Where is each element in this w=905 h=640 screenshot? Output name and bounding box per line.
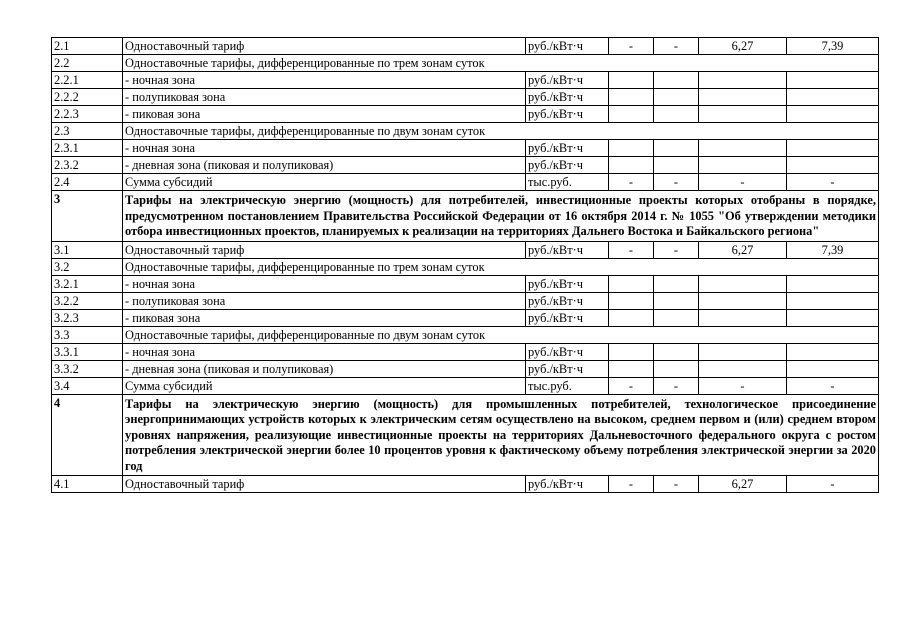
value-cell-2 [654, 106, 699, 123]
table-row [52, 309, 879, 326]
tariff-name: - дневная зона (пиковая и полупиковая) [123, 157, 526, 174]
row-number: 2.3.1 [52, 140, 123, 157]
row-number: 3.2.1 [52, 275, 123, 292]
value-cell-4 [787, 360, 879, 377]
tariff-name: - пиковая зона [123, 309, 526, 326]
row-number: 3.2.2 [52, 292, 123, 309]
table-row [52, 72, 879, 89]
row-number: 3.3 [52, 326, 123, 343]
value-cell-4 [787, 292, 879, 309]
tariff-name: - полупиковая зона [123, 292, 526, 309]
value-cell-3: 6,27 [699, 38, 787, 55]
value-cell-4 [787, 72, 879, 89]
row-number: 3.3.1 [52, 343, 123, 360]
value-cell-1: - [609, 476, 654, 493]
unit-cell: тыс.руб. [526, 377, 609, 394]
tariff-name: Одноставочный тариф [123, 476, 526, 493]
tariff-name: - ночная зона [123, 343, 526, 360]
unit-cell: тыс.руб. [526, 174, 609, 191]
unit-cell: руб./кВт·ч [526, 309, 609, 326]
table-row [52, 377, 879, 394]
value-cell-2 [654, 360, 699, 377]
value-cell-3 [699, 140, 787, 157]
unit-cell: руб./кВт·ч [526, 140, 609, 157]
value-cell-3 [699, 157, 787, 174]
table-row [52, 343, 879, 360]
row-number: 2.2.1 [52, 72, 123, 89]
value-cell-3 [699, 292, 787, 309]
value-cell-3 [699, 309, 787, 326]
value-cell-4: 7,39 [787, 38, 879, 55]
table-row [52, 292, 879, 309]
value-cell-4: - [787, 377, 879, 394]
unit-cell: руб./кВт·ч [526, 157, 609, 174]
value-cell-4 [787, 106, 879, 123]
value-cell-4: - [787, 476, 879, 493]
tariff-name: - ночная зона [123, 72, 526, 89]
tariff-table [51, 37, 879, 493]
value-cell-2 [654, 157, 699, 174]
table-row [52, 476, 879, 493]
row-number: 2.3 [52, 123, 123, 140]
table-row [52, 275, 879, 292]
subsection-title: Одноставочные тарифы, дифференцированные по трем зонам суток [123, 258, 879, 275]
table-row [52, 106, 879, 123]
value-cell-1: - [609, 241, 654, 258]
tariff-name: - пиковая зона [123, 106, 526, 123]
unit-cell: руб./кВт·ч [526, 275, 609, 292]
table-row [52, 157, 879, 174]
tariff-table-body [52, 38, 879, 493]
row-number: 4.1 [52, 476, 123, 493]
row-number: 3.4 [52, 377, 123, 394]
value-cell-4: - [787, 174, 879, 191]
value-cell-4 [787, 89, 879, 106]
section-row [52, 394, 879, 476]
row-number: 4 [52, 394, 123, 476]
tariff-name: Одноставочный тариф [123, 241, 526, 258]
subsection-title: Одноставочные тарифы, дифференцированные по двум зонам суток [123, 326, 879, 343]
unit-cell: руб./кВт·ч [526, 106, 609, 123]
unit-cell: руб./кВт·ч [526, 72, 609, 89]
unit-cell: руб./кВт·ч [526, 38, 609, 55]
value-cell-1 [609, 292, 654, 309]
subsection-row [52, 55, 879, 72]
value-cell-1 [609, 106, 654, 123]
value-cell-1 [609, 343, 654, 360]
table-row [52, 38, 879, 55]
tariff-name: Сумма субсидий [123, 377, 526, 394]
tariff-name: - ночная зона [123, 275, 526, 292]
table-row [52, 89, 879, 106]
value-cell-1 [609, 360, 654, 377]
tariff-name: Сумма субсидий [123, 174, 526, 191]
value-cell-4: 7,39 [787, 241, 879, 258]
unit-cell: руб./кВт·ч [526, 292, 609, 309]
tariff-name: - дневная зона (пиковая и полупиковая) [123, 360, 526, 377]
value-cell-3 [699, 343, 787, 360]
row-number: 3.2.3 [52, 309, 123, 326]
value-cell-2: - [654, 377, 699, 394]
value-cell-3: 6,27 [699, 241, 787, 258]
value-cell-1 [609, 309, 654, 326]
value-cell-3 [699, 275, 787, 292]
section-row [52, 191, 879, 242]
value-cell-2: - [654, 38, 699, 55]
row-number: 2.2.2 [52, 89, 123, 106]
value-cell-3 [699, 72, 787, 89]
value-cell-1: - [609, 38, 654, 55]
value-cell-2 [654, 292, 699, 309]
value-cell-3: - [699, 377, 787, 394]
value-cell-2 [654, 140, 699, 157]
value-cell-2 [654, 343, 699, 360]
value-cell-4 [787, 309, 879, 326]
value-cell-2: - [654, 174, 699, 191]
value-cell-2: - [654, 476, 699, 493]
unit-cell: руб./кВт·ч [526, 360, 609, 377]
section-title: Тарифы на электрическую энергию (мощность) для промышленных потребителей, технологическое присоединение энергопринимающих устройств которых к электрическим сетям осуществлено на высоком, среднем первом и (или) среднем втором уровнях напряжения, реализующие инвестиционные проекты на территориях Дальневосточного федерального округа с ростом потребления электрической энергии более 10 процентов уровня к фактическому объему потребления электрической энергии за 2020 год [123, 394, 879, 476]
subsection-title: Одноставочные тарифы, дифференцированные по трем зонам суток [123, 55, 879, 72]
table-row [52, 241, 879, 258]
tariff-name: Одноставочный тариф [123, 38, 526, 55]
tariff-name: - ночная зона [123, 140, 526, 157]
value-cell-4 [787, 157, 879, 174]
row-number: 3 [52, 191, 123, 242]
unit-cell: руб./кВт·ч [526, 343, 609, 360]
value-cell-3 [699, 360, 787, 377]
value-cell-2: - [654, 241, 699, 258]
unit-cell: руб./кВт·ч [526, 89, 609, 106]
subsection-row [52, 123, 879, 140]
value-cell-1: - [609, 174, 654, 191]
row-number: 3.3.2 [52, 360, 123, 377]
subsection-row [52, 326, 879, 343]
value-cell-1 [609, 89, 654, 106]
value-cell-4 [787, 343, 879, 360]
row-number: 2.2 [52, 55, 123, 72]
value-cell-2 [654, 89, 699, 106]
value-cell-3: 6,27 [699, 476, 787, 493]
subsection-title: Одноставочные тарифы, дифференцированные по двум зонам суток [123, 123, 879, 140]
value-cell-2 [654, 309, 699, 326]
subsection-row [52, 258, 879, 275]
value-cell-3 [699, 106, 787, 123]
value-cell-3 [699, 89, 787, 106]
table-row [52, 140, 879, 157]
value-cell-1: - [609, 377, 654, 394]
value-cell-1 [609, 157, 654, 174]
value-cell-1 [609, 72, 654, 89]
value-cell-3: - [699, 174, 787, 191]
tariff-name: - полупиковая зона [123, 89, 526, 106]
value-cell-1 [609, 275, 654, 292]
value-cell-2 [654, 72, 699, 89]
value-cell-4 [787, 140, 879, 157]
unit-cell: руб./кВт·ч [526, 241, 609, 258]
row-number: 2.3.2 [52, 157, 123, 174]
value-cell-2 [654, 275, 699, 292]
row-number: 2.4 [52, 174, 123, 191]
row-number: 3.2 [52, 258, 123, 275]
value-cell-1 [609, 140, 654, 157]
table-row [52, 360, 879, 377]
value-cell-4 [787, 275, 879, 292]
section-title: Тарифы на электрическую энергию (мощность) для потребителей, инвестиционные проекты которых отобраны в порядке, предусмотренном постановлением Правительства Российской Федерации от 16 октября 2014 г. № 1055 "Об утверждении методики отбора инвестиционных проектов, планируемых к реализации на территориях Дальнего Востока и Байкальского региона" [123, 191, 879, 242]
row-number: 3.1 [52, 241, 123, 258]
row-number: 2.1 [52, 38, 123, 55]
row-number: 2.2.3 [52, 106, 123, 123]
unit-cell: руб./кВт·ч [526, 476, 609, 493]
table-row [52, 174, 879, 191]
